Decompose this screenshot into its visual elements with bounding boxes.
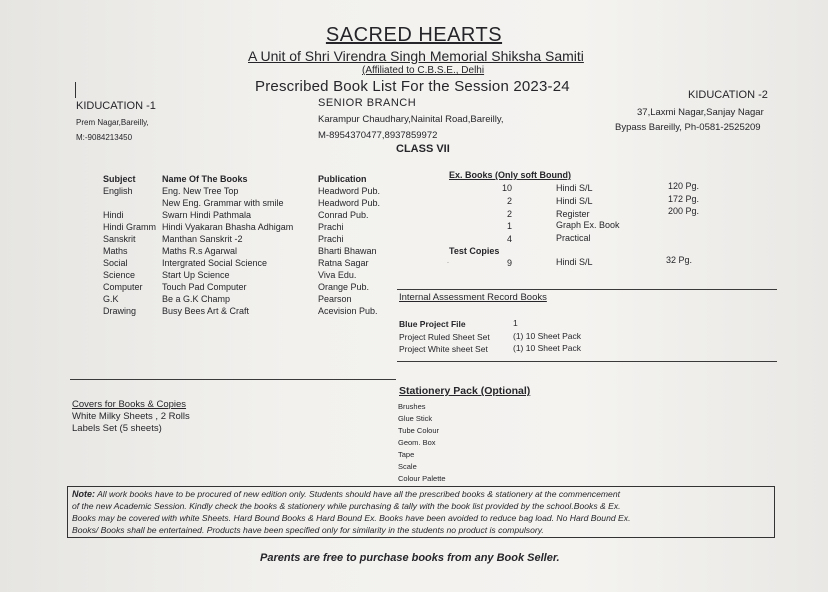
book-row-subject: Science [103,270,136,280]
school-name: SACRED HEARTS [325,24,503,46]
session-title: Prescribed Book List For the Session 2023-24 [255,78,570,95]
assessment-item: Project White sheet Set [399,344,488,354]
book-row-name: New Eng. Grammar with smile [162,198,284,208]
book-row-name: Busy Bees Art & Craft [162,306,250,316]
book-row-publication: Headword Pub. [318,186,381,196]
branch-right-name: KIDUCATION -2 [688,89,768,101]
ex-book-type: Practical [556,233,591,243]
book-row-publication: Prachi [318,222,344,232]
bullet-dot: · [447,260,449,266]
book-row-subject: Hindi [103,210,124,220]
covers-line: White Milky Sheets , 2 Rolls [72,411,190,422]
internal-assessment-title: Internal Assessment Record Books [399,292,547,303]
book-row-subject: English [103,186,133,196]
ex-book-type: Register [556,209,590,219]
book-row-publication: Headword Pub. [318,198,381,208]
book-row-publication: Ratna Sagar [318,258,369,268]
book-row-publication: Conrad Pub. [318,210,369,220]
book-row-name: Be a G.K Champ [162,294,231,304]
note-label: Note: [72,489,95,499]
book-row-publication: Pearson [318,294,352,304]
book-row-publication: Bharti Bhawan [318,246,377,256]
stationery-item: Tape [398,450,415,459]
note-line: of the new Academic Session. Kindly check the books & stationery while purchasing & tally with the book list provided by the school.Books & Ex. [72,501,621,511]
test-copies-type: Hindi S/L [556,257,593,267]
book-row-name: Swarn Hindi Pathmala [162,210,252,220]
ex-books-title: Ex. Books (Only soft Bound) [449,170,572,180]
assessment-qty: (1) 10 Sheet Pack [513,343,582,353]
book-row-name: Maths R.s Agarwal [162,246,238,256]
book-row-name: Touch Pad Computer [162,282,247,292]
book-row-publication: Orange Pub. [318,282,370,292]
ex-book-pages: 172 Pg. [668,194,700,204]
stationery-item: Brushes [398,402,426,411]
book-row-subject: G.K [103,294,119,304]
book-row-publication: Acevision Pub. [318,306,378,316]
ex-book-qty: 10 [501,183,512,193]
books-header-publication: Publication [318,174,367,184]
book-row-subject: Hindi Gramm [103,222,157,232]
note-line [72,488,770,500]
unit-line: A Unit of Shri Virendra Singh Memorial Shiksha Samiti [248,48,584,64]
ex-book-type: Hindi S/L [556,183,593,193]
book-row-subject: Social [103,258,128,268]
footer-note: Parents are free to purchase books from any Book Seller. [260,552,560,564]
assessment-qty: 1 [513,318,518,328]
stationery-item: Glue Stick [398,414,433,423]
divider-line [397,361,777,362]
book-row-subject: Drawing [103,306,137,316]
covers-line: Labels Set (5 sheets) [72,423,162,434]
books-header-subject: Subject [103,174,136,184]
branch-center-mobile: M-8954370477,8937859972 [318,130,438,141]
affiliation: (Affiliated to C.B.S.E., Delhi [362,65,485,76]
assessment-qty: (1) 10 Sheet Pack [513,331,582,341]
book-row-subject: Maths [103,246,128,256]
ex-book-type: Hindi S/L [556,196,593,206]
ex-book-qty: 1 [506,221,512,231]
book-row-subject: Sanskrit [103,234,136,244]
branch-center-name: SENIOR BRANCH [318,97,417,109]
covers-title: Covers for Books & Copies [72,399,187,410]
note-line: Books/ Books shall be entertained. Products have been specified only for similarity in the students no product is compulsory. [72,525,544,535]
book-row-name: Hindi Vyakaran Bhasha Adhigam [162,222,294,232]
ex-book-type: Graph Ex. Book [556,220,620,230]
book-row-publication: Prachi [318,234,344,244]
ex-book-qty: 4 [506,234,512,244]
stationery-item: Tube Colour [398,426,439,435]
assessment-item: Blue Project File [399,319,466,329]
book-row-publication: Viva Edu. [318,270,357,280]
margin-mark [75,82,76,98]
test-copies-qty: 9 [506,258,512,268]
stationery-item: Geom. Box [398,438,436,447]
ex-book-qty: 2 [506,209,512,219]
assessment-item: Project Ruled Sheet Set [399,332,490,342]
ex-book-pages: 200 Pg. [668,206,700,216]
stationery-item: Scale [398,462,417,471]
books-header-name: Name Of The Books [162,174,248,184]
branch-left-mobile: M:-9084213450 [76,133,133,142]
branch-right-address1: 37,Laxmi Nagar,Sanjay Nagar [637,107,764,118]
book-row-name: Intergrated Social Science [162,258,268,268]
branch-right-address2: Bypass Bareilly, Ph-0581-2525209 [615,122,761,133]
branch-center-address: Karampur Chaudhary,Nainital Road,Bareilly, [318,114,504,125]
divider-line [70,379,396,380]
note-text: All work books have to be procured of new edition only. Students should have all the prescribed books & stationery at the commencement [95,489,620,499]
stationery-item: Colour Palette [398,474,446,483]
ex-book-qty: 2 [506,196,512,206]
test-copies-pages: 32 Pg. [666,255,693,265]
test-copies-label: Test Copies [449,246,500,256]
book-row-subject: Computer [103,282,143,292]
book-row-name: Start Up Science [162,270,230,280]
note-box [67,486,775,538]
ex-book-pages: 120 Pg. [668,181,700,191]
branch-left-name: KIDUCATION -1 [76,100,156,112]
stationery-title: Stationery Pack (Optional) [399,385,531,397]
book-row-name: Eng. New Tree Top [162,186,239,196]
book-row-name: Manthan Sanskrit -2 [162,234,243,244]
branch-left-address: Prem Nagar,Bareilly, [76,118,149,127]
note-line: Books may be covered with white Sheets. Hard Bound Books & Hard Bound Ex. Books have been avoided to reduce bag load. No Hard Bound Ex. [72,513,631,523]
class-label: CLASS VII [396,143,450,155]
divider-line [397,289,777,290]
